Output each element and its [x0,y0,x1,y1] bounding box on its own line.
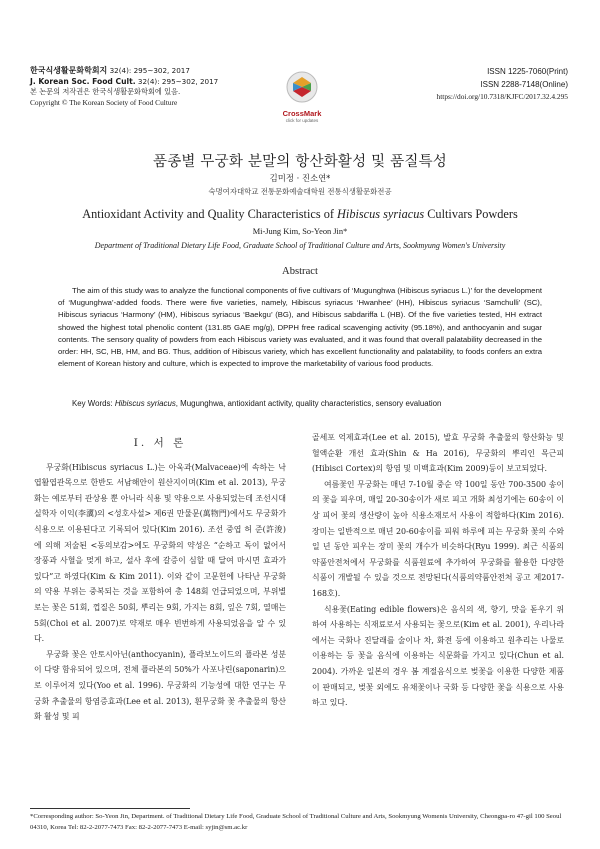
corresponding-author-footnote: *Corresponding author: So-Yeon Jin, Department. of Traditional Dietary Life Food, Graduate School of Traditional Culture and Arts, Sookmyung Womenis University, Cheongpa-ro 47-gil 100 Seoul 04310, Korea Tel: 82-2-2077-7473 Fax: 82-2-2077-7473 E-mail: syjin@sm.ac.kr [30,813,562,831]
copyright-ko: 본 논문의 저작권은 한국식생활문화학회에 있음. [30,87,181,96]
authors-korean: 김미정 · 진소연* [269,173,331,183]
abstract-heading: Abstract [282,266,318,277]
crossmark-badge[interactable] [270,70,334,123]
keywords-label: Key Words: [72,399,115,408]
issn-print: ISSN 1225-7060(Print) [487,67,568,76]
doi-link[interactable]: https://doi.org/10.7318/KJFC/2017.32.4.295 [436,92,568,101]
title-english [0,207,600,222]
body-paragraph: 여름꽃인 무궁화는 매년 7-10월 중순 약 100일 동안 700-3500 송이의 꽃을 피우며, 매일 20-30송이가 새로 피고 개화 최성기에는 60송이 이상 피어 꽃의 생산량이 높아 식용소재로서 사용이 적합하다(Kim 2016). 장미는 일반적으로 매년 20-60송이를 피워 하루에 피는 무궁화 꽃의 수와 일 년 동안 피우는 장미 꽃의 개수가 비슷하다(Ryu 1999). 최근 식품의 약품안전처에서 무궁화를 식품원료에 추가하여 무궁화를 활용한 다양한 식품이 개발될 수 있을 것으로 전망된다(식품의약품안전처 공고 제2017-168호). [312,479,564,598]
body-paragraph: 무궁화 꽃은 안토시아닌(anthocyanin), 플라보노이드의 플라본 성분이 다량 함유되어 있으며, 전체 플라본의 50%가 사포나린(saponarin)으로 이루어져 있다(Yoo et al. 1996). 무궁화의 기능성에 대한 연구는 무궁화 추출물의 항염증효과(Lee et al. 2013), 흰무궁화 꽃 추출물의 항산화 활성 및 피 [34,649,286,722]
issn-online: ISSN 2288-7148(Online) [480,79,568,89]
body-column-right [312,430,564,711]
authors-english: Mi-Jung Kim, So-Yeon Jin* [252,227,348,236]
crossmark-label: CrossMark [282,109,322,118]
abstract-text: The aim of this study was to analyze the functional components of five cultivars of ‘Mugunghwa (Hibiscus syriacus L.)’ for the development of ‘Mugunghwa’-added foods. There were five varieties, namely, Hibiscus syriacus ‘Hwanhee’ (HH), Hibiscus syriacus ‘Samchulli’ (SC), Hibiscus syriacus ‘Harmony’ (HM), Hibiscus syriacus ‘Baekgu’ (BG), and Hibiscus sabdariffa L (HB). Of the five varieties tested, HH extract showed the highest total phenolic content (131.85 GAE mg/g), DPPH free radical scavenging activity (95.18%), and anthocyanin and sugar contents. The sensory quality of powders from each Hibiscus variety was evaluated, and it was found that overall palatability decreased in the order: HH, SC, HB, HM, and BG. Thus, addition of Hibiscus variety, which has excellent functionality and palatability, to foods confers an extra element of Korean history and culture, which is expected to improve the marketability of various food products. [58,286,542,369]
body-column-left [34,430,286,725]
crossmark-sublabel: click for updates [285,118,319,123]
keywords-species: Hibiscus syriacus [114,399,176,408]
copyright-en: Copyright © The Korean Society of Food Culture [30,97,178,107]
journal-name-en: J. Korean Soc. Food Cult. [30,76,136,86]
affiliation-korean: 숙명여자대학교 전통문화예술대학원 전통식생활문화전공 [208,187,392,196]
title-english-species: Hibiscus syriacus [337,207,425,221]
journal-name-ko: 한국식생활문화학회지 [30,66,108,75]
journal-volume-ko: 32(4): 295~302, 2017 [107,66,190,75]
affiliation-english: Department of Traditional Dietary Life Food, Graduate School of Traditional Culture and Arts, Sookmyung Women's University [94,241,506,250]
body-paragraph: 무궁화(Hibiscus syriacus L.)는 아욱과(Malvaceae)에 속하는 낙엽활엽관목으로 한반도 서남해안이 원산지이며(Kim et al. 2013), 무궁화는 예로부터 관상용 뿐 아니라 식용 및 약용으로 사용되었는데 조선시대 실학자 이익(李瀷)의 <성호사설> 제6권 만물문(萬物門)에서도 무궁화가 식용으로 이용된다고 기록되어 있다(Kim 2016). 조선 중엽 허 준(許浚)에 의해 저술된 <동의보감>에도 무궁화의 약성은 “순하고 독이 없어서 장풍과 사혈을 멎게 하고, 설사 후에 갈증이 심할 때 달여 마시면 효과가 있다”고 하였다(Kim & Kim 2011). 이와 같이 고문헌에 나타난 무궁화의 약용 부위는 중복되는 것을 포함하여 총 148회 언급되었으며, 부위별로는 꽃은 51회, 껍질은 50회, 뿌리는 9회, 가지는 8회, 잎은 7회, 열매는 5회(Choi et al. 2007)로 약재로 매우 빈번하게 사용되었음을 알 수 있다. [34,462,286,644]
title-english-pre: Antioxidant Activity and Quality Characteristics of [82,207,338,221]
keywords-list: , Mugunghwa, antioxidant activity, quality characteristics, sensory evaluation [175,399,442,408]
body-paragraph: 골세포 억제효과(Lee et al. 2015), 발효 무궁화 추출물의 항산화능 및 혈액순환 개선 효과(Shin & Ha 2016), 무궁화의 뿌리인 목근피(Hibisci Cortex)의 항염 및 미백효과(Kim 2009)등이 보고되었다. [312,433,564,474]
section-heading-introduction: I. 서 론 [133,437,187,449]
journal-header [30,66,218,108]
issn-block [437,66,568,104]
keywords [58,399,542,408]
journal-volume-en: 32(4): 295~302, 2017 [135,76,219,86]
body-paragraph: 식용꽃(Eating edible flowers)은 음식의 색, 향기, 맛을 돋우기 위하여 사용하는 식재료로서 사용되는 꽃으로(Kim et al. 2001), 우리나라에서는 국화나 진달래를 술이나 차, 화전 등에 이용하고 원추리는 나물로 이용하는 등 꽃을 음식에 이용하는 식문화를 가지고 있다(Chun et al. 2004). 가까운 일본의 경우 봄 계절음식으로 벚꽃을 이용한 다양한 제품이 판매되고, 벚꽃 외에도 유채꽃이나 국화 등 다양한 꽃을 식용으로 사용하고 있다. [312,604,564,708]
abstract-body [58,285,542,370]
title-english-post: Cultivars Powders [424,207,518,221]
footnote-divider [30,808,190,809]
title-korean: 품종별 무궁화 분말의 항산화활성 및 품질특성 [153,154,447,170]
crossmark-icon [285,70,319,104]
